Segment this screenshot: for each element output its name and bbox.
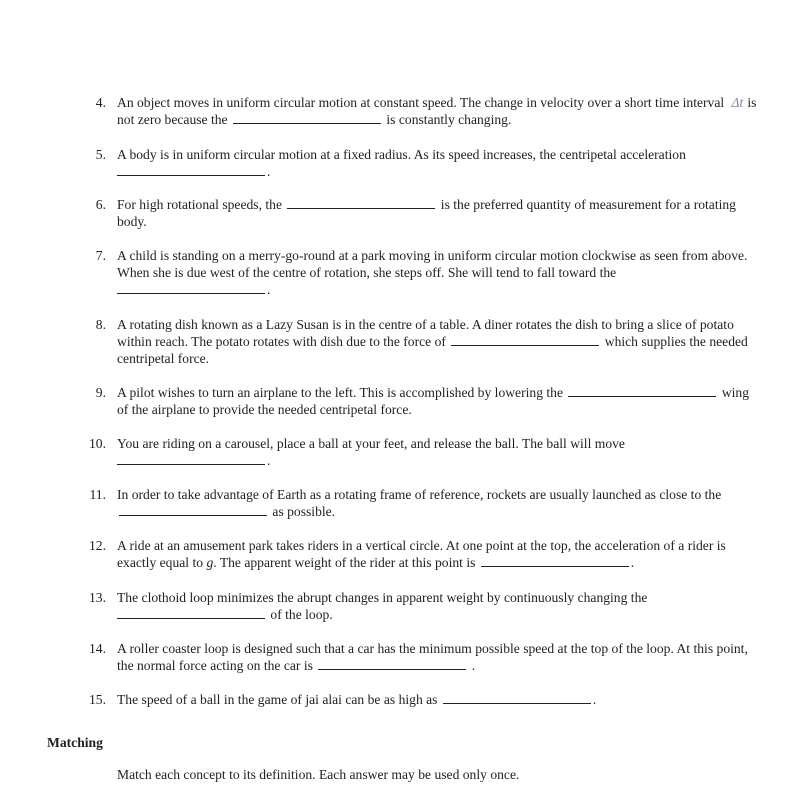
question-text: For high rotational speeds, the is the preferred quantity of measurement for a rotating body. — [117, 197, 736, 229]
answer-blank[interactable] — [481, 554, 629, 567]
answer-blank[interactable] — [117, 163, 265, 176]
answer-blank[interactable] — [287, 196, 435, 209]
question-number: 5. — [95, 147, 106, 162]
answer-blank[interactable] — [443, 691, 591, 704]
section-heading: Matching — [47, 735, 103, 750]
question-number: 11. — [89, 487, 106, 502]
answer-blank[interactable] — [318, 657, 466, 670]
question-text: A roller coaster loop is designed such that a car has the minimum possible speed at the top of the loop. At this point, the normal force acting on the car is . — [117, 641, 748, 673]
question-number: 4. — [95, 95, 106, 110]
question-text: A rotating dish known as a Lazy Susan is in the centre of a table. A diner rotates the dish to bring a slice of potato within reach. The potato rotates with dish due to the force of which supplies the needed centripetal force. — [117, 317, 748, 366]
question-number: 10. — [89, 436, 106, 451]
question-text: The clothoid loop minimizes the abrupt changes in apparent weight by continuously changing the of the loop. — [117, 590, 648, 622]
question-number: 6. — [95, 197, 106, 212]
answer-blank[interactable] — [117, 452, 265, 465]
question-number: 7. — [95, 248, 106, 263]
question-text: A pilot wishes to turn an airplane to the left. This is accomplished by lowering the wing of the airplane to provide the needed centripetal force. — [117, 385, 749, 417]
question-text: You are riding on a carousel, place a ball at your feet, and release the ball. The ball will move . — [117, 436, 625, 468]
question-text: The speed of a ball in the game of jai alai can be as high as . — [117, 692, 597, 707]
question-number: 8. — [95, 317, 106, 332]
delta-t-symbol: Δt — [731, 95, 744, 110]
matching-instructions: Match each concept to its definition. Each answer may be used only once. — [117, 767, 520, 782]
answer-blank[interactable] — [117, 281, 265, 294]
question-number: 9. — [95, 385, 106, 400]
question-number: 13. — [89, 590, 106, 605]
answer-blank[interactable] — [451, 333, 599, 346]
question-number: 15. — [89, 692, 106, 707]
question-text: A child is standing on a merry-go-round at a park moving in uniform circular motion clockwise as seen from above. When she is due west of the centre of rotation, she steps off. She will tend to fall toward the . — [117, 248, 748, 297]
question-number: 14. — [89, 641, 106, 656]
answer-blank[interactable] — [119, 503, 267, 516]
question-text: In order to take advantage of Earth as a rotating frame of reference, rockets are usually launched as close to the as possible. — [117, 487, 722, 519]
question-text: A body is in uniform circular motion at a fixed radius. As its speed increases, the centripetal acceleration . — [117, 147, 686, 179]
answer-blank[interactable] — [117, 606, 265, 619]
question-text: A ride at an amusement park takes riders in a vertical circle. At one point at the top, the acceleration of a rider is exactly equal to g. The apparent weight of the rider at this point is . — [117, 538, 726, 570]
answer-blank[interactable] — [568, 384, 716, 397]
question-text: An object moves in uniform circular motion at constant speed. The change in velocity over a short time interval Δt is not zero because the is constantly changing. — [117, 95, 757, 127]
answer-blank[interactable] — [233, 111, 381, 124]
g-symbol: g — [206, 555, 214, 570]
question-number: 12. — [89, 538, 106, 553]
